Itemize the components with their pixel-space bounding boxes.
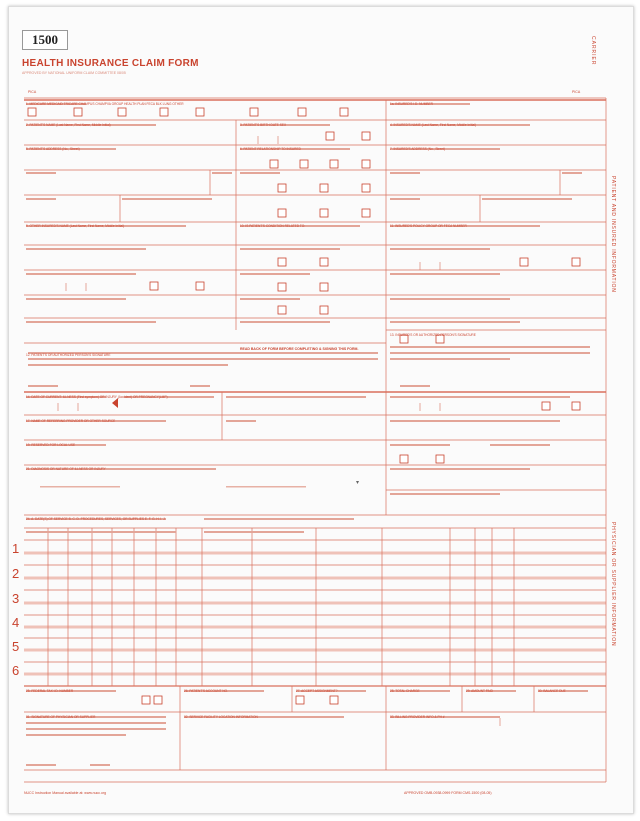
field-6-label: 6. PATIENT RELATIONSHIP TO INSURED bbox=[240, 147, 301, 151]
field-30-label: 30. BALANCE DUE bbox=[538, 689, 566, 693]
form-number-box: 1500 bbox=[22, 30, 68, 50]
field-25-label: 25. FEDERAL TAX I.D. NUMBER bbox=[26, 689, 74, 693]
field-24-label: 24. A. DATE(S) OF SERVICE B. C. D. PROCEDURES, SERVICES, OR SUPPLIES E. F. G. H. I. J. bbox=[26, 517, 166, 521]
service-line-number: 2 bbox=[12, 566, 20, 581]
pica-left-label: PICA bbox=[28, 90, 37, 94]
read-back-note: READ BACK OF FORM BEFORE COMPLETING & SIGNING THIS FORM. bbox=[240, 347, 359, 351]
field-12-label: 12. PATIENT'S OR AUTHORIZED PERSON'S SIGNATURE bbox=[26, 353, 111, 357]
approved-line: APPROVED BY NATIONAL UNIFORM CLAIM COMMITTEE 08/05 bbox=[22, 71, 126, 75]
service-line-number: 4 bbox=[12, 615, 20, 630]
field-26-label: 26. PATIENT'S ACCOUNT NO. bbox=[184, 689, 228, 693]
service-line-number: 1 bbox=[12, 541, 20, 556]
field-29-label: 29. AMOUNT PAID bbox=[466, 689, 493, 693]
field-28-label: 28. TOTAL CHARGE bbox=[390, 689, 420, 693]
field-7-label: 7. INSURED'S ADDRESS (No., Street) bbox=[390, 147, 445, 151]
service-line-number: 3 bbox=[12, 591, 20, 606]
field-27-label: 27. ACCEPT ASSIGNMENT? bbox=[296, 689, 338, 693]
field-2-label: 2. PATIENT'S NAME (Last Name, First Name, Middle Initial) bbox=[26, 123, 111, 127]
field-13-label: 13. INSURED'S OR AUTHORIZED PERSON'S SIGNATURE bbox=[390, 333, 476, 337]
field-32-label: 32. SERVICE FACILITY LOCATION INFORMATION bbox=[184, 715, 258, 719]
footer-approval: APPROVED OMB-0938-0999 FORM CMS-1500 (08-05) bbox=[404, 791, 492, 795]
field-11-label: 11. INSURED'S POLICY GROUP OR FECA NUMBER bbox=[390, 224, 467, 228]
field-4-label: 4. INSURED'S NAME (Last Name, First Name, Middle Initial) bbox=[390, 123, 476, 127]
svg-text:▾: ▾ bbox=[356, 480, 360, 486]
service-line-number: 5 bbox=[12, 639, 20, 654]
field-10-label: 10. IS PATIENT'S CONDITION RELATED TO: bbox=[240, 224, 306, 228]
field-3-label: 3. PATIENT'S BIRTH DATE SEX bbox=[240, 123, 287, 127]
field-17-label: 17. NAME OF REFERRING PROVIDER OR OTHER SOURCE bbox=[26, 419, 116, 423]
service-line-number: 6 bbox=[12, 663, 20, 678]
pica-right-label: PICA bbox=[572, 90, 581, 94]
field-1-label: 1. MEDICARE MEDICAID TRICARE CHAMPUS CHAMPVA GROUP HEALTH PLAN FECA BLK LUNG OTHER bbox=[26, 102, 184, 106]
field-31-label: 31. SIGNATURE OF PHYSICIAN OR SUPPLIER bbox=[26, 715, 96, 719]
field-21-label: 21. DIAGNOSIS OR NATURE OF ILLNESS OR INJURY bbox=[26, 467, 106, 471]
field-19-label: 19. RESERVED FOR LOCAL USE bbox=[26, 443, 76, 447]
field-14-label: 14. DATE OF CURRENT: ILLNESS (First symptom) OR INJURY (Accident) OR PREGNANCY(LMP) bbox=[26, 395, 168, 399]
field-1a-label: 1a. INSURED'S I.D. NUMBER bbox=[390, 102, 433, 106]
field-9-label: 9. OTHER INSURED'S NAME (Last Name, First Name, Middle Initial) bbox=[26, 224, 125, 228]
footer-instructions: NUCC Instruction Manual available at: www.nucc.org bbox=[24, 791, 107, 795]
form-title: HEALTH INSURANCE CLAIM FORM bbox=[22, 58, 199, 69]
field-5-label: 5. PATIENT'S ADDRESS (No., Street) bbox=[26, 147, 80, 151]
field-33-label: 33. BILLING PROVIDER INFO & PH # bbox=[390, 715, 445, 719]
